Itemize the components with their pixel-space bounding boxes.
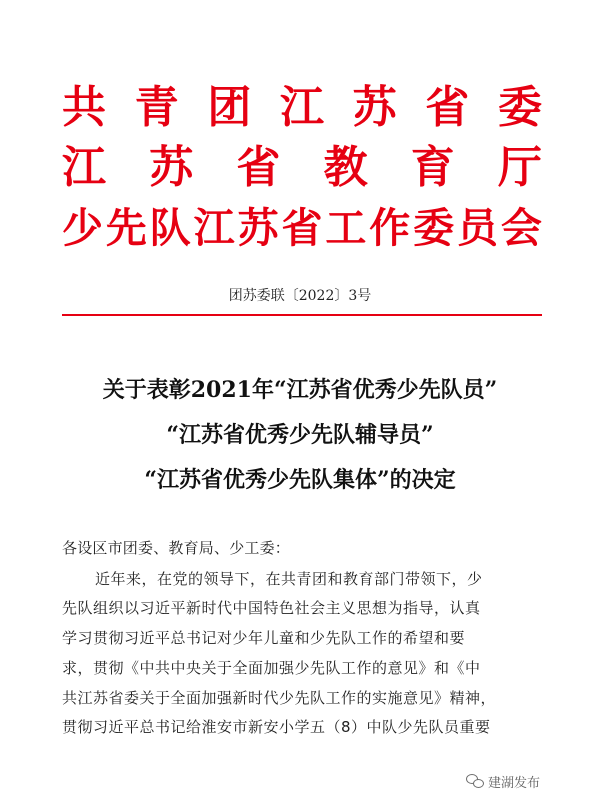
issuer-char: 团: [207, 82, 252, 133]
issuer-char: 教: [323, 142, 368, 193]
document-title-line-3: “江苏省优秀少先队集体”的决定: [144, 467, 456, 493]
body-line: 近年来，在党的领导下，在共青团和教育部门带领下，少: [95, 570, 483, 588]
issuer-line-2: [62, 143, 542, 193]
issuer-line-3: [62, 203, 542, 253]
issuer-char: 共: [62, 82, 106, 133]
body-line: 求，贯彻《中共中央关于全面加强少先队工作的意见》和《中: [62, 659, 481, 677]
issuer-char: 少: [62, 204, 103, 252]
issuer-char: 苏: [237, 204, 279, 252]
issuer-char: 会: [500, 204, 542, 252]
source-watermark: [466, 770, 540, 792]
issuer-char: 青: [134, 82, 179, 133]
wechat-icon: [466, 774, 484, 788]
issuer-char: 苏: [149, 142, 194, 193]
issuer-char: 省: [281, 204, 323, 252]
red-divider: [62, 314, 542, 316]
watermark-text: 建湖发布: [488, 775, 541, 791]
document-title-line-1: 关于表彰2021年“江苏省优秀少先队员”: [102, 377, 498, 403]
issuer-char: 员: [457, 204, 499, 252]
body-line: 学习贯彻习近平总书记对少年儿童和少先队工作的希望和要: [62, 629, 466, 647]
issuer-char: 育: [410, 142, 455, 193]
issuer-line-1: [62, 83, 542, 133]
body-line: 先队组织以习近平新时代中国特色社会主义思想为指导，认真: [62, 599, 481, 617]
document-title-line-2: “江苏省优秀少先队辅导员”: [166, 422, 434, 448]
issuer-char: 队: [149, 204, 191, 252]
issuer-char: 江: [62, 142, 106, 193]
body-line: 共江苏省委关于全面加强新时代少先队工作的实施意见》精神，: [62, 689, 497, 707]
issuer-char: 省: [425, 82, 470, 133]
issuer-char: 委: [497, 82, 542, 133]
issuer-char: 工: [325, 204, 367, 252]
issuer-char: 苏: [352, 82, 397, 133]
issuer-char: 先: [105, 204, 147, 252]
issuer-char: 省: [236, 142, 281, 193]
salutation: 各设区市团委、教育局、少工委：: [62, 539, 291, 557]
issuer-char: 江: [193, 204, 235, 252]
issuer-char: 作: [369, 204, 411, 252]
issuer-char: 厅: [497, 142, 542, 193]
issuer-char: 江: [279, 82, 324, 133]
issuer-char: 委: [413, 204, 455, 252]
document-number: 团苏委联〔2022〕3号: [228, 288, 372, 304]
body-line: 贯彻习近平总书记给淮安市新安小学五（8）中队少先队员重要: [62, 718, 491, 736]
